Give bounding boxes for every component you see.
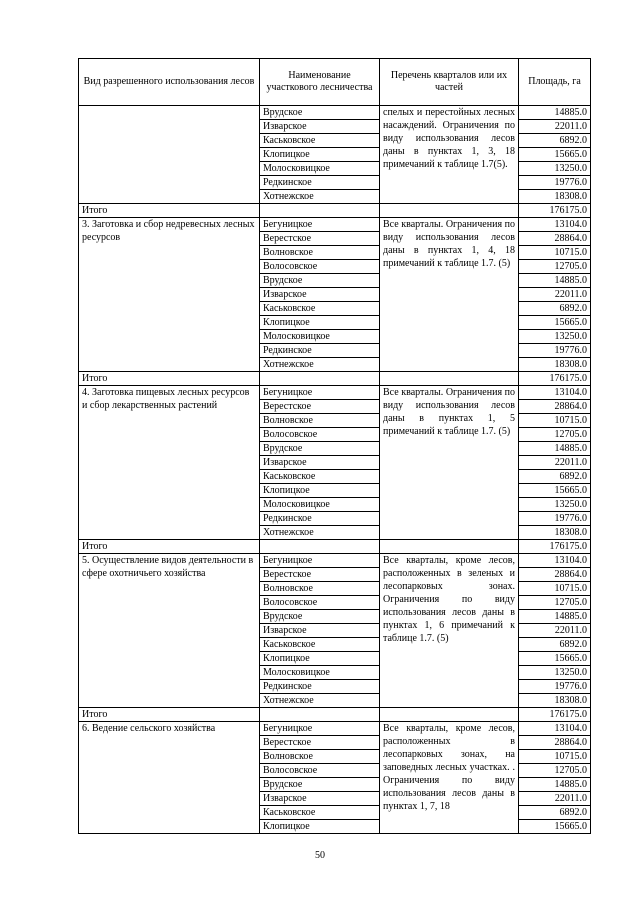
use-type-cell: 4. Заготовка пищевых лесных ресурсов и сбор лекарственных растений [79,386,260,540]
forestry-name-cell: Хотнежское [260,526,380,540]
table-row [79,554,591,568]
total-row [79,540,591,554]
area-cell: 13250.0 [519,162,591,176]
table-row [79,386,591,400]
forestry-name-cell: Врудское [260,778,380,792]
forestry-name-cell: Редкинское [260,344,380,358]
area-cell: 6892.0 [519,134,591,148]
forestry-name-cell: Редкинское [260,176,380,190]
forestry-name-cell: Верестское [260,400,380,414]
forestry-name-cell: Изварское [260,120,380,134]
area-cell: 14885.0 [519,778,591,792]
forestry-name-cell: Волосовское [260,596,380,610]
area-cell: 18308.0 [519,694,591,708]
area-cell: 13250.0 [519,666,591,680]
forestry-name-cell: Каськовское [260,302,380,316]
area-cell: 28864.0 [519,736,591,750]
area-cell: 28864.0 [519,568,591,582]
area-cell: 22011.0 [519,120,591,134]
forestry-name-cell: Верестское [260,568,380,582]
forest-use-table [78,58,591,834]
area-cell: 13104.0 [519,722,591,736]
forestry-name-cell: Хотнежское [260,694,380,708]
forestry-name-cell: Изварское [260,456,380,470]
use-type-cell: 5. Осуществление видов деятельности в сфере охотничьего хозяйства [79,554,260,708]
forestry-name-cell: Волновское [260,414,380,428]
area-cell: 19776.0 [519,680,591,694]
total-area-cell: 176175.0 [519,708,591,722]
area-cell: 10715.0 [519,582,591,596]
area-cell: 28864.0 [519,232,591,246]
table-row [79,218,591,232]
forestry-name-cell: Редкинское [260,680,380,694]
forestry-name-cell: Бегуницкое [260,722,380,736]
area-cell: 15665.0 [519,652,591,666]
area-cell: 12705.0 [519,596,591,610]
area-cell: 22011.0 [519,288,591,302]
area-cell: 19776.0 [519,176,591,190]
area-cell: 6892.0 [519,470,591,484]
forestry-name-cell: Каськовское [260,638,380,652]
area-cell: 19776.0 [519,344,591,358]
total-area-cell: 176175.0 [519,540,591,554]
page-number: 50 [315,850,325,861]
forestry-name-cell: Каськовское [260,470,380,484]
forestry-name-cell: Волосовское [260,764,380,778]
empty-cell [260,708,380,722]
area-cell: 15665.0 [519,484,591,498]
quarters-list-cell: спелых и перестойных лесных насаждений. Ограничения по виду использования лесов даны в пунктах 1, 3, 18 примечаний к таблице 1.7(5). [380,106,519,204]
area-cell: 6892.0 [519,806,591,820]
area-cell: 13250.0 [519,330,591,344]
area-cell: 19776.0 [519,512,591,526]
total-label: Итого [79,372,260,386]
forestry-name-cell: Верестское [260,232,380,246]
forestry-name-cell: Клопицкое [260,148,380,162]
area-cell: 15665.0 [519,316,591,330]
forestry-name-cell: Волновское [260,582,380,596]
forestry-name-cell: Хотнежское [260,190,380,204]
forestry-name-cell: Врудское [260,106,380,120]
header-use: Вид разрешенного использования лесов [79,59,260,106]
empty-cell [260,204,380,218]
empty-cell [380,708,519,722]
total-label: Итого [79,540,260,554]
area-cell: 22011.0 [519,792,591,806]
forestry-name-cell: Верестское [260,736,380,750]
area-cell: 13104.0 [519,386,591,400]
use-type-cell [79,106,260,204]
table-header-row [79,59,591,106]
area-cell: 18308.0 [519,358,591,372]
forestry-name-cell: Молосковицкое [260,666,380,680]
forestry-name-cell: Волосовское [260,428,380,442]
total-row [79,708,591,722]
area-cell: 12705.0 [519,428,591,442]
header-list: Перечень кварталов или их частей [380,59,519,106]
quarters-list-cell: Все кварталы, кроме лесов, расположенных в лесопарковых зонах, на заповедных лесных участках. . Ограничения по виду использования лесов даны в пунктах 1, 7, 18 [380,722,519,834]
area-cell: 18308.0 [519,526,591,540]
forestry-name-cell: Бегуницкое [260,218,380,232]
area-cell: 6892.0 [519,638,591,652]
total-area-cell: 176175.0 [519,204,591,218]
area-cell: 15665.0 [519,148,591,162]
header-forestry: Наименование участкового лесничества [260,59,380,106]
area-cell: 14885.0 [519,106,591,120]
area-cell: 6892.0 [519,302,591,316]
forestry-name-cell: Изварское [260,288,380,302]
area-cell: 13104.0 [519,218,591,232]
area-cell: 12705.0 [519,764,591,778]
total-row [79,372,591,386]
area-cell: 14885.0 [519,274,591,288]
area-cell: 13250.0 [519,498,591,512]
use-type-cell: 3. Заготовка и сбор недревесных лесных ресурсов [79,218,260,372]
forestry-name-cell: Волосовское [260,260,380,274]
area-cell: 14885.0 [519,610,591,624]
forestry-name-cell: Хотнежское [260,358,380,372]
area-cell: 28864.0 [519,400,591,414]
forestry-name-cell: Молосковицкое [260,162,380,176]
total-label: Итого [79,204,260,218]
area-cell: 22011.0 [519,456,591,470]
total-row [79,204,591,218]
quarters-list-cell: Все кварталы, кроме лесов, расположенных в зеленых и лесопарковых зонах. Ограничения по виду использования лесов даны в пунктах 1, 6 примечаний к таблице 1.7. (5) [380,554,519,708]
forestry-name-cell: Клопицкое [260,820,380,834]
empty-cell [380,204,519,218]
table-row [79,722,591,736]
empty-cell [380,540,519,554]
area-cell: 10715.0 [519,750,591,764]
forestry-name-cell: Врудское [260,610,380,624]
area-cell: 12705.0 [519,260,591,274]
header-area: Площадь, га [519,59,591,106]
forestry-name-cell: Клопицкое [260,316,380,330]
forestry-name-cell: Молосковицкое [260,330,380,344]
area-cell: 14885.0 [519,442,591,456]
empty-cell [260,372,380,386]
use-type-cell: 6. Ведение сельского хозяйства [79,722,260,834]
table-body [79,106,591,834]
total-label: Итого [79,708,260,722]
area-cell: 18308.0 [519,190,591,204]
forestry-name-cell: Каськовское [260,134,380,148]
area-cell: 13104.0 [519,554,591,568]
empty-cell [260,540,380,554]
empty-cell [380,372,519,386]
area-cell: 10715.0 [519,246,591,260]
forestry-name-cell: Врудское [260,274,380,288]
forestry-name-cell: Волновское [260,750,380,764]
area-cell: 22011.0 [519,624,591,638]
total-area-cell: 176175.0 [519,372,591,386]
forestry-name-cell: Изварское [260,792,380,806]
forestry-name-cell: Редкинское [260,512,380,526]
forestry-name-cell: Молосковицкое [260,498,380,512]
forestry-name-cell: Клопицкое [260,652,380,666]
forestry-name-cell: Каськовское [260,806,380,820]
quarters-list-cell: Все кварталы. Ограничения по виду использования лесов даны в пунктах 1, 5 примечаний к таблице 1.7. (5) [380,386,519,540]
area-cell: 15665.0 [519,820,591,834]
table-row [79,106,591,120]
area-cell: 10715.0 [519,414,591,428]
quarters-list-cell: Все кварталы. Ограничения по виду использования лесов даны в пунктах 1, 4, 18 примечаний к таблице 1.7. (5) [380,218,519,372]
forestry-name-cell: Бегуницкое [260,386,380,400]
forestry-name-cell: Врудское [260,442,380,456]
forestry-name-cell: Изварское [260,624,380,638]
forestry-name-cell: Клопицкое [260,484,380,498]
forestry-name-cell: Бегуницкое [260,554,380,568]
forestry-name-cell: Волновское [260,246,380,260]
